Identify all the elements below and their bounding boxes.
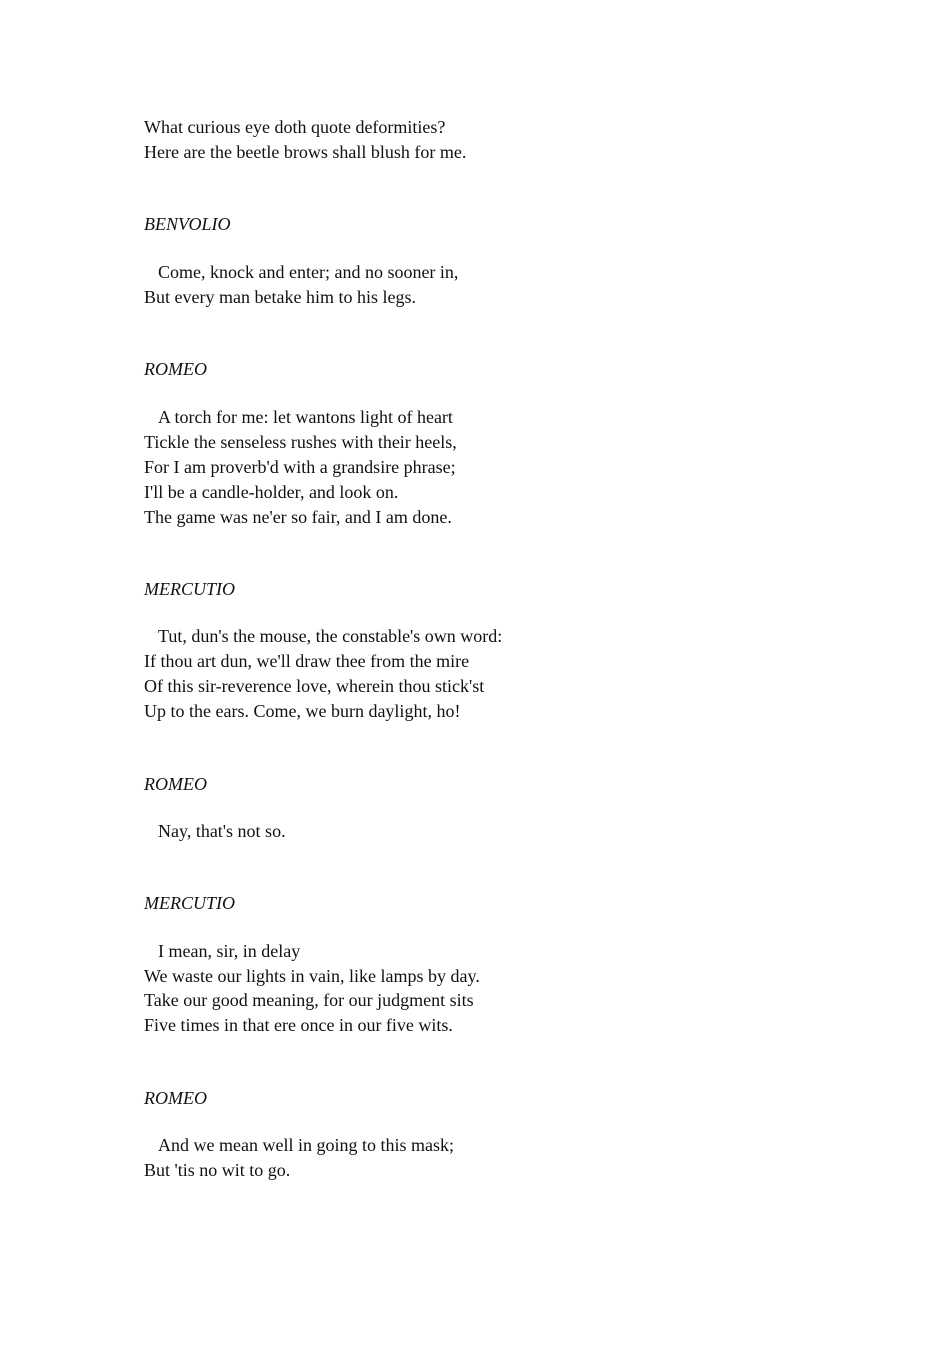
speaker-name: MERCUTIO xyxy=(144,893,235,913)
verse-line: The game was ne'er so fair, and I am done. xyxy=(144,507,452,527)
verse-line: I'll be a candle-holder, and look on. xyxy=(144,482,399,502)
verse-line: For I am proverb'd with a grandsire phrase; xyxy=(144,457,456,477)
speaker-name: BENVOLIO xyxy=(144,214,231,234)
speaker-name: ROMEO xyxy=(144,359,207,379)
verse-line: Up to the ears. Come, we burn daylight, ho! xyxy=(144,701,461,721)
speaker-name: ROMEO xyxy=(144,1088,207,1108)
speaker-name: MERCUTIO xyxy=(144,579,235,599)
verse-line: What curious eye doth quote deformities? xyxy=(144,117,446,137)
verse-line: And we mean well in going to this mask; xyxy=(158,1135,454,1155)
verse-line: But every man betake him to his legs. xyxy=(144,287,416,307)
verse-line: Take our good meaning, for our judgment sits xyxy=(144,990,474,1010)
verse-line: I mean, sir, in delay xyxy=(158,941,301,961)
verse-line: Here are the beetle brows shall blush for me. xyxy=(144,142,467,162)
verse-line: Tut, dun's the mouse, the constable's own word: xyxy=(158,626,503,646)
verse-line: A torch for me: let wantons light of heart xyxy=(158,407,453,427)
verse-line: Nay, that's not so. xyxy=(158,821,286,841)
verse-line: We waste our lights in vain, like lamps by day. xyxy=(144,966,480,986)
verse-line: But 'tis no wit to go. xyxy=(144,1160,291,1180)
verse-line: Come, knock and enter; and no sooner in, xyxy=(158,262,459,282)
verse-line: Tickle the senseless rushes with their heels, xyxy=(144,432,457,452)
verse-line: Five times in that ere once in our five wits. xyxy=(144,1015,453,1035)
verse-line: Of this sir-reverence love, wherein thou stick'st xyxy=(144,676,485,696)
verse-line: If thou art dun, we'll draw thee from the mire xyxy=(144,651,470,671)
speaker-name: ROMEO xyxy=(144,774,207,794)
